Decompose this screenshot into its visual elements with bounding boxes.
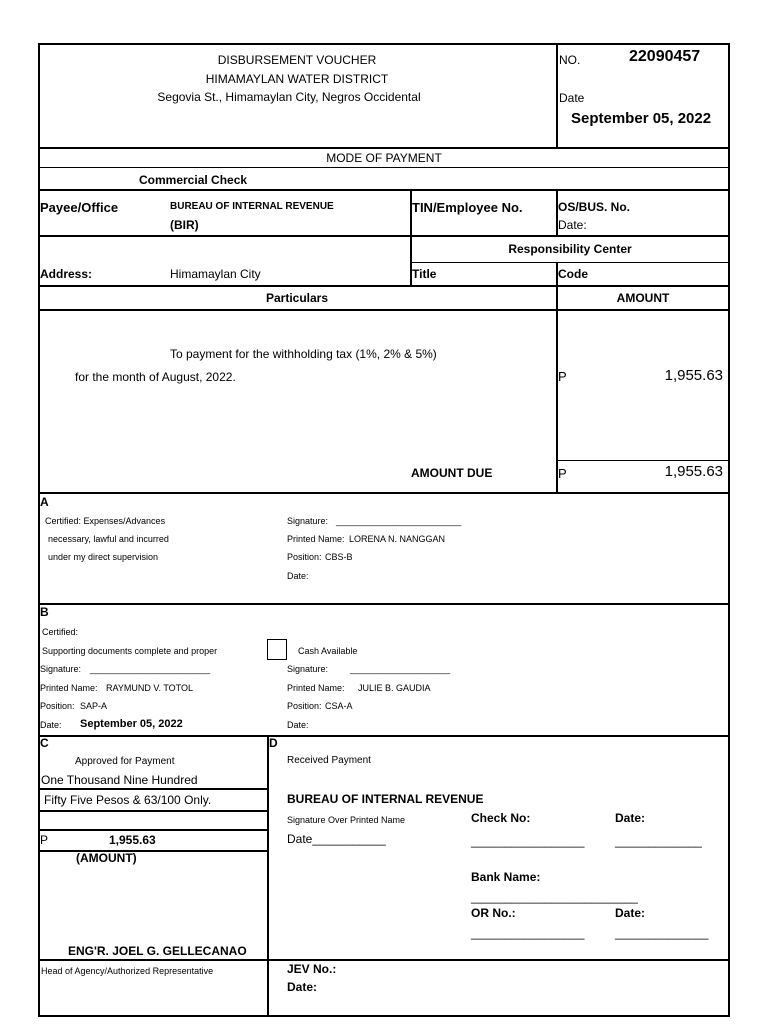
section-a-cert-line1: Certified: Expenses/Advances xyxy=(45,516,166,526)
section-b-right-printed-name: JULIE B. GAUDIA xyxy=(358,683,431,693)
section-d-date-line: Date___________ xyxy=(287,832,386,846)
amount-currency: P xyxy=(558,369,567,384)
particulars-line2: for the month of August, 2022. xyxy=(75,370,236,384)
rule-address xyxy=(38,285,730,287)
rule-c-amount-bottom xyxy=(38,850,268,852)
voucher-no-value: 22090457 xyxy=(629,48,701,65)
section-b-supporting-docs: Supporting documents complete and proper xyxy=(42,646,218,656)
tin-label: TIN/Employee No. xyxy=(412,200,523,215)
section-a-date-label: Date: xyxy=(287,571,309,581)
rule-c-words2 xyxy=(38,810,268,812)
address-value: Himamaylan City xyxy=(170,267,261,281)
rule-section-b xyxy=(38,603,730,605)
section-a-printed-name: LORENA N. NANGGAN xyxy=(349,534,446,544)
section-b-certified-label: Certified: xyxy=(42,627,79,637)
section-a-signature-label: Signature: xyxy=(287,516,329,526)
section-b-left-signature-line: ________________________ xyxy=(90,664,211,674)
rule-header-bottom xyxy=(38,147,730,149)
section-d-letter: D xyxy=(269,736,278,750)
particulars-line1: To payment for the withholding tax (1%, 2% & 5%) xyxy=(170,347,437,361)
section-b-left-signature-label: Signature: xyxy=(40,664,82,674)
section-c-approved-label: Approved for Payment xyxy=(75,756,175,767)
agency-name: HIMAMAYLAN WATER DISTRICT xyxy=(205,72,389,86)
section-c-signatory-title: Head of Agency/Authorized Representative xyxy=(41,966,214,976)
agency-address: Segovia St., Himamaylan City, Negros Occidental xyxy=(157,90,421,104)
title-label: Title xyxy=(412,267,437,281)
section-c-amount-caption: (AMOUNT) xyxy=(76,851,137,865)
or-date-label: Date: xyxy=(615,906,646,920)
responsibility-center-label: Responsibility Center xyxy=(508,242,632,256)
section-a-cert-line3: under my direct supervision xyxy=(48,552,159,562)
section-b-left-position: SAP-A xyxy=(80,701,108,711)
voucher-title: DISBURSEMENT VOUCHER xyxy=(217,53,377,67)
rule-section-cd xyxy=(38,735,730,737)
mode-of-payment-label: MODE OF PAYMENT xyxy=(326,151,442,165)
check-date-label: Date: xyxy=(615,811,646,825)
os-bus-label: OS/BUS. No. xyxy=(558,200,631,214)
section-a-position: CBS-B xyxy=(325,552,353,562)
rule-v-header xyxy=(556,43,558,147)
rule-particulars-head xyxy=(38,309,730,311)
jev-date-label: Date: xyxy=(287,980,318,994)
amount-value: 1,955.63 xyxy=(664,367,723,384)
amount-due-label: AMOUNT DUE xyxy=(411,466,493,480)
section-c-signatory: ENG'R. JOEL G. GELLECANAO xyxy=(68,944,247,958)
rule-c-words1 xyxy=(38,788,268,790)
rule-v-cd xyxy=(267,735,269,1015)
section-b-left-date: September 05, 2022 xyxy=(80,718,183,730)
section-c-words-line1: One Thousand Nine Hundred xyxy=(41,773,198,787)
rule-c-amount-top xyxy=(38,829,268,831)
or-date-line: ______________ xyxy=(615,926,709,940)
check-no-label: Check No: xyxy=(471,811,531,825)
section-c-words-line2: Fifty Five Pesos & 63/100 Only. xyxy=(44,793,212,807)
or-no-line: _________________ xyxy=(471,926,585,940)
payee-name-line1: BUREAU OF INTERNAL REVENUE xyxy=(170,201,334,212)
date-label: Date xyxy=(559,91,585,105)
rule-resp xyxy=(410,262,730,263)
section-d-receiver: BUREAU OF INTERNAL REVENUE xyxy=(287,792,484,806)
section-b-right-position: CSA-A xyxy=(325,701,353,711)
section-d-received-label: Received Payment xyxy=(287,755,371,766)
section-b-right-printed-name-label: Printed Name: xyxy=(287,683,345,693)
rule-bottom xyxy=(38,1015,730,1017)
amount-due-currency: P xyxy=(558,466,567,481)
section-b-right-signature-label: Signature: xyxy=(287,664,329,674)
os-date-label: Date: xyxy=(558,218,587,232)
section-a-signature-line: _________________________ xyxy=(336,516,462,526)
address-label: Address: xyxy=(40,267,93,281)
rule-top xyxy=(38,43,730,45)
code-label: Code xyxy=(558,267,588,281)
section-a-position-label: Position: xyxy=(287,552,322,562)
payee-name-line2: (BIR) xyxy=(170,218,199,232)
bank-name-line: _________________________ xyxy=(471,890,638,904)
section-b-cash-available: Cash Available xyxy=(298,646,358,656)
section-d-sig-caption: Signature Over Printed Name xyxy=(287,815,406,825)
section-c-amount: 1,955.63 xyxy=(109,833,156,847)
section-b-letter: B xyxy=(40,605,49,619)
section-b-right-signature-line: ____________________ xyxy=(350,664,451,674)
section-b-left-printed-name-label: Printed Name: xyxy=(40,683,98,693)
or-no-label: OR No.: xyxy=(471,906,516,920)
rule-payee xyxy=(38,235,730,237)
rule-check xyxy=(38,189,730,191)
amount-due-value: 1,955.63 xyxy=(664,463,723,480)
payee-label: Payee/Office xyxy=(40,200,119,215)
rule-c-signatory xyxy=(38,959,730,961)
check-no-line: _________________ xyxy=(471,834,585,848)
bank-name-label: Bank Name: xyxy=(471,870,541,884)
amount-label: AMOUNT xyxy=(616,291,670,305)
rule-amount-due xyxy=(38,492,730,494)
check-date-line: _____________ xyxy=(615,834,702,848)
section-b-left-date-label: Date: xyxy=(40,720,62,730)
section-c-letter: C xyxy=(40,736,49,750)
section-b-left-printed-name: RAYMUND V. TOTOL xyxy=(106,683,194,693)
rule-amount-box xyxy=(556,460,730,461)
rule-v-amount xyxy=(556,309,558,492)
particulars-label: Particulars xyxy=(265,291,329,305)
section-a-cert-line2: necessary, lawful and incurred xyxy=(48,534,169,544)
jev-no-label: JEV No.: xyxy=(287,962,337,976)
voucher-no-label: NO. xyxy=(559,53,581,67)
rule-mode xyxy=(38,167,730,168)
section-b-left-position-label: Position: xyxy=(40,701,75,711)
section-c-currency: P xyxy=(40,833,49,847)
cash-available-checkbox[interactable] xyxy=(267,639,287,660)
date-value: September 05, 2022 xyxy=(571,110,712,127)
section-a-letter: A xyxy=(40,495,49,509)
section-b-right-date-label: Date: xyxy=(287,720,309,730)
section-a-printed-name-label: Printed Name: xyxy=(287,534,345,544)
mode-of-payment-value: Commercial Check xyxy=(139,173,248,187)
section-b-right-position-label: Position: xyxy=(287,701,322,711)
